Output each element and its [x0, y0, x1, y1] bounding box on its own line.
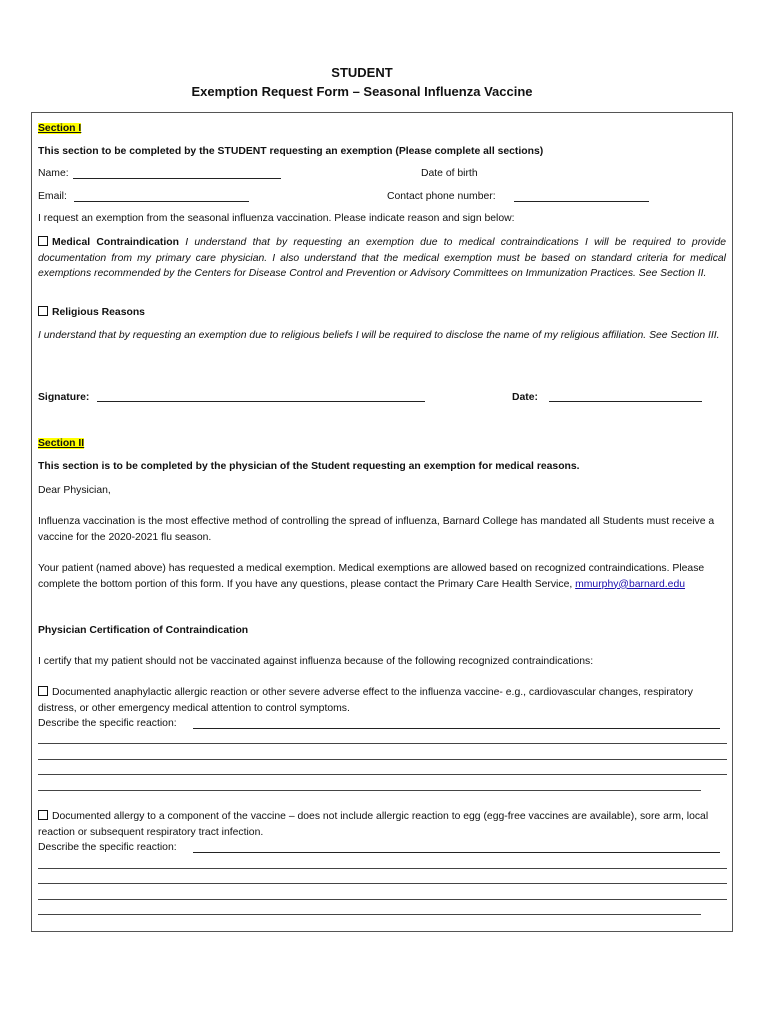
- phone-label: Contact phone number:: [387, 191, 496, 202]
- section-2-instruction: This section is to be completed by the physician of the Student requesting an exemption for medical reasons.: [38, 461, 580, 472]
- greeting: Dear Physician,: [38, 485, 111, 496]
- date-field[interactable]: [549, 401, 702, 402]
- medical-label: Medical Contraindication: [52, 237, 179, 248]
- option-1-text: Documented anaphylactic allergic reaction or other severe adverse effect to the influenza vaccine- e.g., cardiovascular changes, respiratory distress, or other emergency medical attention to control symptoms.: [38, 687, 693, 714]
- religious-label: Religious Reasons: [52, 307, 145, 318]
- form-title: STUDENT: [331, 65, 393, 80]
- signature-field[interactable]: [97, 401, 425, 402]
- medical-contraindication-block: [38, 235, 726, 282]
- option-1-checkbox[interactable]: [38, 686, 48, 696]
- email-link[interactable]: mmurphy@barnard.edu: [575, 578, 686, 590]
- option-2-text: Documented allergy to a component of the vaccine – does not include allergic reaction to egg (egg-free vaccines are available), sore arm, local reaction or subsequent respiratory tract infection.: [38, 811, 709, 838]
- section-2-heading: Section II: [38, 438, 85, 449]
- section-1-heading: Section I: [38, 123, 82, 134]
- describe-field-1[interactable]: [193, 728, 720, 729]
- describe-line[interactable]: [38, 759, 727, 760]
- signature-label: Signature:: [38, 392, 90, 403]
- describe-line[interactable]: [38, 774, 727, 775]
- option-1: [38, 685, 728, 716]
- describe-line[interactable]: [38, 743, 727, 744]
- describe-field-2[interactable]: [193, 852, 720, 853]
- medical-text: I understand that by requesting an exemption due to medical contraindications I will be required to provide documentation from my primary care physician. I also understand that the medical exemption must be based on standard criteria for medical exemptions recommended by the Centers for Disease Control and Prevention or Advisory Committees on Immunization Practices. See Section II.: [38, 237, 727, 279]
- email-field[interactable]: [74, 201, 249, 202]
- religious-checkbox[interactable]: [38, 306, 48, 316]
- phone-field[interactable]: [514, 201, 649, 202]
- paragraph-1: Influenza vaccination is the most effective method of controlling the spread of influenza, Barnard College has mandated all Students must receive a vaccine for the 2020-2021 flu season.: [38, 516, 715, 543]
- option-2: [38, 809, 728, 840]
- describe-line[interactable]: [38, 868, 727, 869]
- describe-line[interactable]: [38, 899, 727, 900]
- describe-line[interactable]: [38, 790, 701, 791]
- section-1-instruction: This section to be completed by the STUDENT requesting an exemption (Please complete all sections): [38, 146, 544, 157]
- name-field[interactable]: [73, 178, 281, 179]
- certification-heading: Physician Certification of Contraindication: [38, 625, 249, 636]
- name-label: Name:: [38, 168, 69, 179]
- date-label: Date:: [512, 392, 538, 403]
- describe-line[interactable]: [38, 883, 727, 884]
- describe-label-2: Describe the specific reaction:: [38, 842, 177, 853]
- religious-text: I understand that by requesting an exemption due to religious beliefs I will be required to disclose the name of my religious affiliation. See Section III.: [38, 330, 720, 341]
- paragraph-2: Your patient (named above) has requested a medical exemption. Medical exemptions are allowed based on recognized contraindications. Please complete the bottom portion of this form. If you have any questions, please contact the Primary Care Health Service, mmurphy@barnard.edu: [38, 563, 705, 590]
- email-label: Email:: [38, 191, 67, 202]
- medical-checkbox[interactable]: [38, 236, 48, 246]
- describe-label-1: Describe the specific reaction:: [38, 718, 177, 729]
- religious-heading: [38, 305, 145, 320]
- request-text: I request an exemption from the seasonal influenza vaccination. Please indicate reason and sign below:: [38, 213, 515, 224]
- form-subtitle: Exemption Request Form – Seasonal Influenza Vaccine: [191, 84, 533, 99]
- describe-line[interactable]: [38, 914, 701, 915]
- dob-label: Date of birth: [421, 168, 478, 179]
- certify-text: I certify that my patient should not be vaccinated against influenza because of the following recognized contraindications:: [38, 656, 594, 667]
- option-2-checkbox[interactable]: [38, 810, 48, 820]
